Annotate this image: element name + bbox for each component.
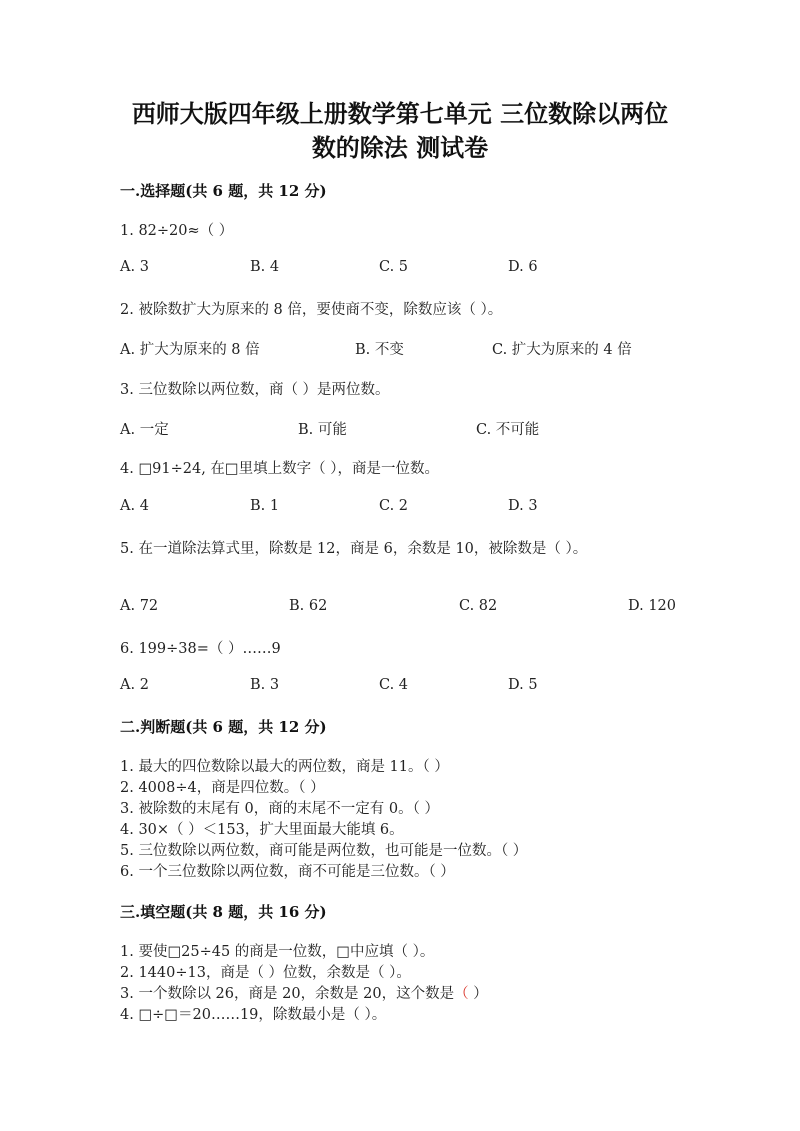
option-b: B. 可能 bbox=[298, 422, 347, 438]
question-stem: 3. 三位数除以两位数，商（ ）是两位数。 bbox=[120, 382, 390, 398]
option-d: D. 3 bbox=[508, 498, 538, 514]
fill-blank-item bbox=[120, 982, 488, 1003]
option-b: B. 1 bbox=[250, 498, 280, 514]
option-c: C. 扩大为原来的 4 倍 bbox=[492, 342, 632, 358]
option-c: C. 4 bbox=[379, 677, 409, 693]
option-a: A. 3 bbox=[120, 259, 149, 275]
option-b: B. 4 bbox=[250, 259, 280, 275]
judgment-item: 3. 被除数的末尾有 0，商的末尾不一定有 0。（ ） bbox=[120, 801, 439, 817]
judgment-item: 5. 三位数除以两位数，商可能是两位数，也可能是一位数。（ ） bbox=[120, 843, 528, 859]
judgment-item: 6. 一个三位数除以两位数，商不可能是三位数。（ ） bbox=[120, 864, 455, 880]
option-d: D. 6 bbox=[508, 259, 538, 275]
option-b: B. 不变 bbox=[355, 342, 404, 358]
option-b: B. 62 bbox=[289, 598, 328, 614]
option-a: A. 一定 bbox=[120, 422, 169, 438]
section-heading-fill-blank: 三.填空题(共 8 题，共 16 分) bbox=[120, 903, 327, 921]
option-d: D. 120 bbox=[628, 598, 677, 614]
option-a: A. 扩大为原来的 8 倍 bbox=[120, 342, 260, 358]
question-stem: 5. 在一道除法算式里，除数是 12，商是 6，余数是 10，被除数是（ ）。 bbox=[120, 541, 588, 557]
red-paren: （ bbox=[454, 986, 469, 1002]
question-stem: 2. 被除数扩大为原来的 8 倍，要使商不变，除数应该（ ）。 bbox=[120, 302, 503, 318]
question-stem: 4. □91÷24, 在□里填上数字（ ），商是一位数。 bbox=[120, 461, 439, 477]
option-c: C. 82 bbox=[459, 598, 498, 614]
option-a: A. 4 bbox=[120, 498, 149, 514]
option-c: C. 5 bbox=[379, 259, 409, 275]
fill-blank-item: 4. □÷□＝20……19，除数最小是（ ）。 bbox=[120, 1007, 387, 1023]
option-c: C. 2 bbox=[379, 498, 409, 514]
fill-blank-text: 3. 一个数除以 26，商是 20，余数是 20，这个数是 bbox=[120, 986, 455, 1002]
section-heading-true-false: 二.判断题(共 6 题，共 12 分) bbox=[120, 718, 327, 736]
judgment-item: 1. 最大的四位数除以最大的两位数，商是 11。（ ） bbox=[120, 759, 449, 775]
page-title-line-1: 西师大版四年级上册数学第七单元 三位数除以两位 bbox=[131, 99, 669, 128]
question-stem: 6. 199÷38=（ ）……9 bbox=[120, 641, 281, 657]
blank-tail: ） bbox=[468, 986, 488, 1002]
option-d: D. 5 bbox=[508, 677, 538, 693]
option-a: A. 2 bbox=[120, 677, 149, 693]
judgment-item: 2. 4008÷4，商是四位数。（ ） bbox=[120, 780, 325, 796]
judgment-item: 4. 30×（ ）＜153，扩大里面最大能填 6。 bbox=[120, 822, 404, 838]
question-stem: 1. 82÷20≈（ ） bbox=[120, 223, 234, 239]
section-heading-choice: 一.选择题(共 6 题，共 12 分) bbox=[120, 182, 327, 200]
page-title-line-2: 数的除法 测试卷 bbox=[311, 133, 489, 162]
option-c: C. 不可能 bbox=[476, 422, 540, 438]
fill-blank-item: 1. 要使□25÷45 的商是一位数，□中应填（ ）。 bbox=[120, 944, 435, 960]
option-b: B. 3 bbox=[250, 677, 280, 693]
option-a: A. 72 bbox=[120, 598, 159, 614]
fill-blank-item: 2. 1440÷13，商是（ ）位数，余数是（ ）。 bbox=[120, 965, 411, 981]
